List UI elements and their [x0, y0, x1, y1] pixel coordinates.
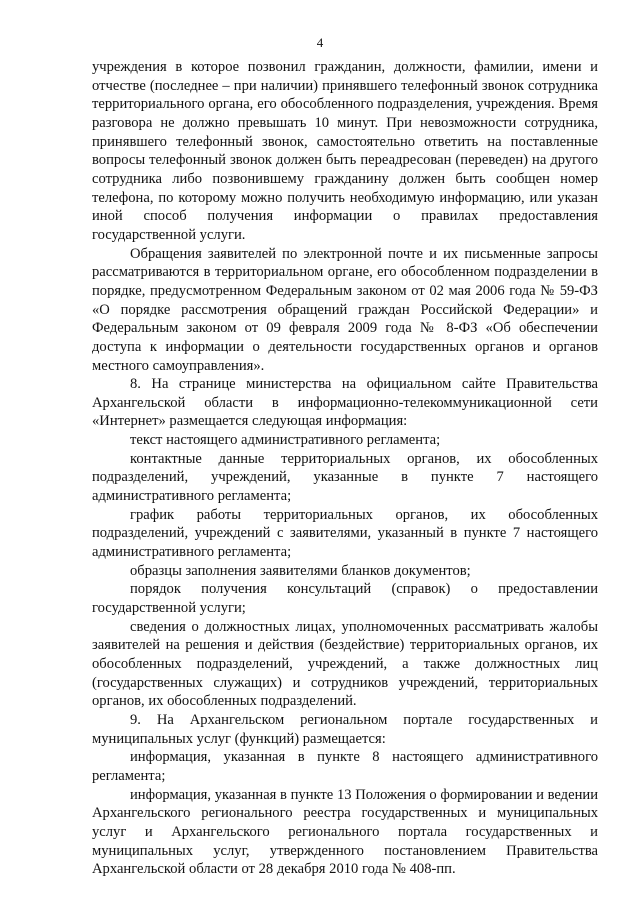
paragraph-email-requests: Обращения заявителей по электронной почте и их письменные запросы рассматриваются в территориальном органе, его обособленном подразделении в порядке, предусмотренном Федеральным законом от 02 мая 2006 года № 59-ФЗ «О порядке рассмотрения обращений граждан Российской Федерации» и Федеральным законом от 09 февраля 2009 года № 8-ФЗ «Об обеспечении доступа к информации о деятельности государственных органов и органов местного самоуправления». [92, 245, 598, 374]
list-item-item-8-info: информация, указанная в пункте 8 настоящего административного регламента; [92, 749, 598, 784]
list-item-consultation-procedure: порядок получения консультаций (справок) о предоставлении государственной услуги; [92, 581, 598, 617]
paragraph-item-9: 9. На Архангельском региональном портале государственных и муниципальных услуг (функций) размещается: [92, 711, 598, 747]
list-item-contact-data: контактные данные территориальных органов, их обособленных подразделений, учреждений, указанные в пункте 7 настоящего административного регламента; [92, 450, 598, 505]
document-body [92, 58, 598, 879]
paragraph-call-details: учреждения в которое позвонил гражданин, должности, фамилии, имени и отчестве (последнее – при наличии) принявшего телефонный звонок сотрудника территориального органа, его обособленного подразделения, учреждения. Время разговора не должно превышать 10 минут. При невозможности сотрудника, принявшего телефонный звонок, самостоятельно ответить на поставленные вопросы телефонный звонок должен быть переадресован (переведен) на другого сотрудника либо позвонившему гражданину должен быть сообщен номер телефона, по которому можно получить необходимую информацию, или указан иной способ получения информации о правилах предоставления государственной услуги. [92, 59, 598, 243]
paragraph-item-8: 8. На странице министерства на официальном сайте Правительства Архангельской области в информационно-телекоммуникационной сети «Интернет» размещается следующая информация: [92, 376, 598, 430]
list-item-officials-info: сведения о должностных лицах, уполномоченных рассматривать жалобы заявителей на решения и действия (бездействие) территориальных органов, их обособленных подразделений, учреждений, а также должностных лиц (государственных служащих) и сотрудников учреждений, территориальных органов, их обособленных подразделений. [92, 618, 598, 710]
list-item-work-schedule: график работы территориальных органов, их обособленных подразделений, учреждений с заявителями, указанный в пункте 7 настоящего административного регламента; [92, 506, 598, 561]
page-number: 4 [316, 35, 324, 50]
list-item-regulation-text: текст настоящего административного регламента; [130, 432, 441, 449]
list-item-form-samples: образцы заполнения заявителями бланков документов; [130, 562, 471, 579]
list-item-item-13-info: информация, указанная в пункте 13 Положения о формировании и ведении Архангельского регионального реестра государственных и муниципальных услуг и Архангельского регионального портала государственных и муниципальных услуг, утвержденного постановлением Правительства Архангельской области от 28 декабря 2010 года № 408-пп. [92, 786, 598, 878]
